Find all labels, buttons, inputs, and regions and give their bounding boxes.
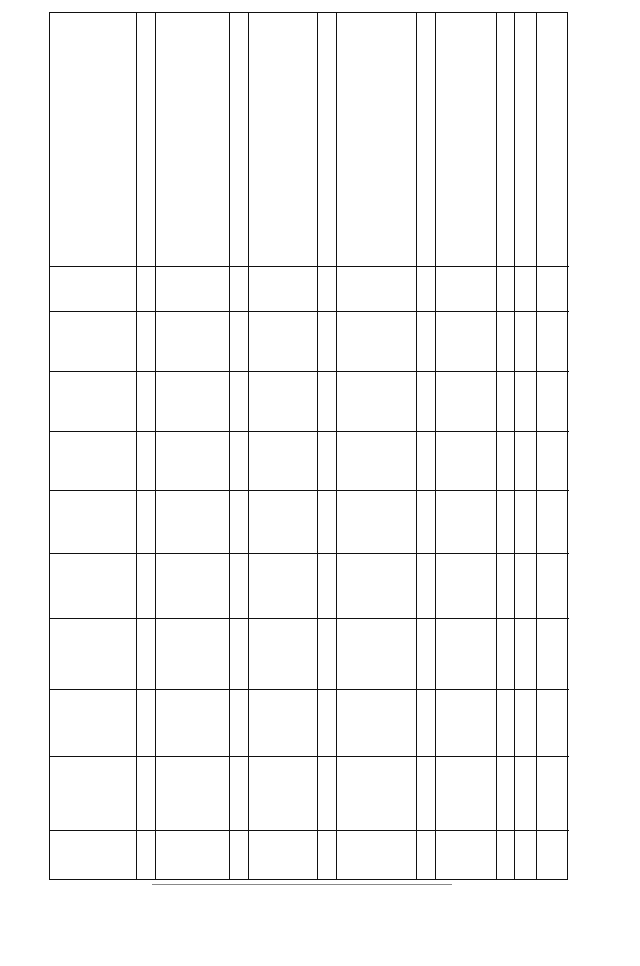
grid-line — [50, 830, 569, 831]
header-years-group — [536, 311, 569, 756]
grid-line — [155, 13, 156, 879]
grid-line — [136, 13, 137, 879]
col-number-2 — [496, 773, 514, 813]
col-number-10 — [496, 269, 514, 309]
bottom-rule — [152, 884, 452, 886]
header-year-7 — [514, 311, 536, 371]
header-unit-col — [514, 756, 569, 830]
grid-line — [50, 371, 569, 372]
header-year-1 — [514, 689, 536, 756]
grid-line — [317, 13, 318, 879]
grid-line — [50, 756, 569, 757]
col-number-5 — [496, 566, 514, 606]
header-year-5 — [514, 431, 536, 490]
grid-line — [50, 431, 569, 432]
grid-line — [229, 13, 230, 879]
header-year-3 — [514, 553, 536, 618]
program-table — [49, 12, 568, 880]
header-target-group — [536, 266, 569, 311]
header-year-4 — [514, 490, 536, 553]
grid-line — [435, 13, 436, 879]
col-number-7 — [496, 441, 514, 481]
grid-line — [336, 13, 337, 879]
header-target-value — [514, 266, 536, 311]
grid-line — [50, 490, 569, 491]
col-number-9 — [496, 321, 514, 361]
grid-line — [50, 618, 569, 619]
grid-line — [50, 689, 569, 690]
grid-line — [50, 553, 569, 554]
header-year-2 — [514, 618, 536, 689]
col-number-3 — [496, 703, 514, 743]
col-number-6 — [496, 502, 514, 542]
grid-line — [50, 311, 569, 312]
col-number-8 — [496, 381, 514, 421]
grid-line — [50, 266, 569, 267]
grid-line — [248, 13, 249, 879]
grid-line — [416, 13, 417, 879]
col-number-4 — [496, 634, 514, 674]
header-year-6 — [514, 371, 536, 431]
